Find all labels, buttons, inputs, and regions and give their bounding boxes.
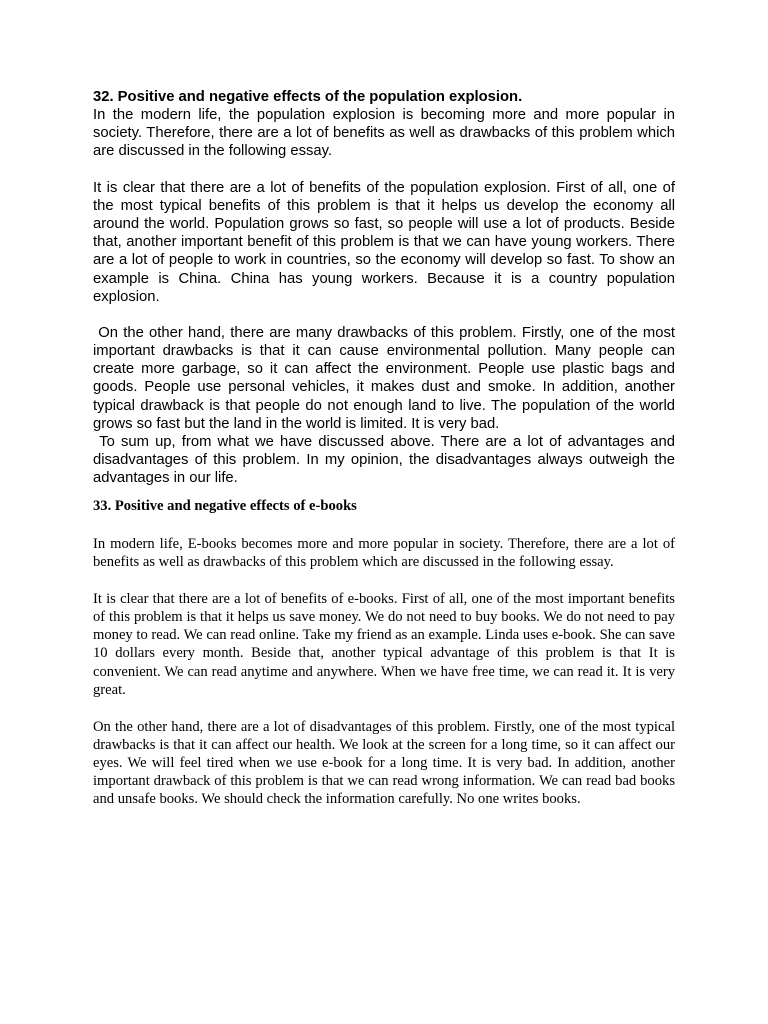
essay-32-conclusion: To sum up, from what we have discussed above. There are a lot of advantages and disadvantages of this problem. In my opinion, the disadvantages always outweigh the advantages in our life.: [93, 433, 680, 487]
essay-32-drawbacks: On the other hand, there are many drawbacks of this problem. Firstly, one of the most important drawbacks is that it can cause environmental pollution. Many people can create more garbage, so it can affect the environment. People use plastic bags and goods. People use personal vehicles, it makes dust and smoke. In addition, another typical drawback is that people do not enough land to live. The population of the world grows so fast but the land in the world is limited. It is very bad.: [93, 325, 680, 432]
essay-33: [93, 497, 675, 808]
paragraph-gap: [93, 161, 675, 179]
paragraph-gap: [93, 306, 675, 324]
essay-32: [93, 88, 680, 487]
essay-32-benefits: It is clear that there are a lot of benefits of the population explosion. First of all, one of the most typical benefits of this problem is that it helps us develop the economy all around the world. Population grows so fast, so people will use a lot of products. Beside that, another important benefit of this problem is that we can have young workers. There are a lot of people to work in countries, so the economy will develop so fast. To show an example is China. China has young workers. Because it is a country population explosion.: [93, 179, 675, 305]
essay-33-benefits: It is clear that there are a lot of benefits of e-books. First of all, one of the most important benefits of this problem is that it helps us save money. We do not need to buy books. We do not need to pay money to read. We can read online. Take my friend as an example. Linda uses e-book. She can save 10 dollars every month. Beside that, another typical advantage of this problem is that It is convenient. We can read anytime and anywhere. When we have free time, we can read it. It is very great.: [93, 590, 675, 698]
essay-33-drawbacks: On the other hand, there are a lot of disadvantages of this problem. Firstly, one of the most typical drawbacks is that it can affect our health. We look at the screen for a long time, so it can affect our eyes. We will feel tired when we use e-book for a long time. It is very bad. In addition, another important drawback of this problem is that we can read wrong information. We can read bad books and unsafe books. We should check the information carefully. No one writes books.: [93, 718, 675, 808]
essay-33-intro: In modern life, E-books becomes more and more popular in society. Therefore, there are a lot of benefits as well as drawbacks of this problem which are discussed in the following essay.: [93, 535, 675, 570]
essay-32-intro: In the modern life, the population explosion is becoming more and more popular in society. Therefore, there are a lot of benefits as well as drawbacks of this problem which are discussed in the following essay.: [93, 107, 675, 160]
essay-32-title: 32. Positive and negative effects of the population explosion.: [93, 89, 523, 105]
essay-33-title: 33. Positive and negative effects of e-books: [93, 498, 357, 515]
